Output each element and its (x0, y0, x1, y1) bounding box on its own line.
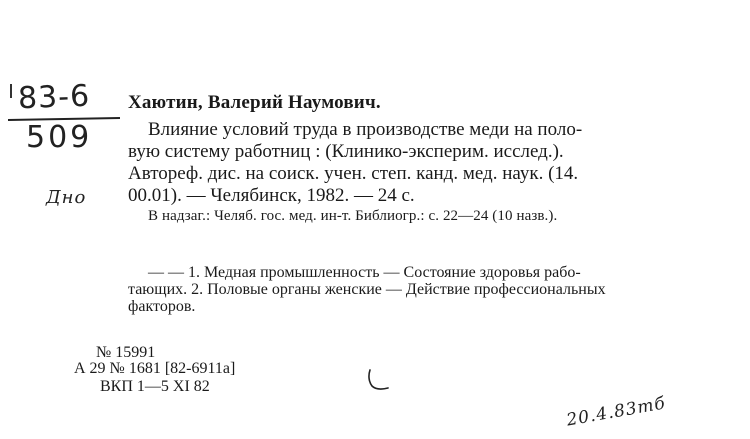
description-line: Автореф. дис. на соиск. учен. степ. канд. мед. наук. (14. (128, 163, 579, 184)
pencil-tick-mark (10, 84, 12, 98)
shelfmark-top: 83-6 (17, 78, 91, 117)
pen-check-mark (366, 368, 392, 392)
description-line: 00.01). — Челябинск, 1982. — 24 с. (128, 185, 415, 206)
bibliographic-description (128, 119, 708, 207)
card-number: № 15991 (96, 344, 156, 361)
author-heading: Хаютин, Валерий Наумович. (128, 92, 381, 113)
subject-line: факторов. (128, 298, 196, 315)
shelfmark-bottom: 509 (26, 120, 93, 155)
bibliographic-note: В надзаг.: Челяб. гос. мед. ин-т. Библиогр.: с. 22—24 (10 назв.). (148, 208, 558, 224)
registry-code: А 29 № 1681 [82-6911а] (74, 360, 236, 377)
handwritten-date: 20.4.83тб (565, 393, 668, 431)
subject-line: тающих. 2. Половые органы женские — Действие профессиональных (128, 281, 606, 298)
description-line: вую систему работниц : (Клинико-эксперим. исслед.). (128, 141, 564, 162)
chamber-code: ВКП 1—5 XI 82 (100, 378, 210, 395)
subject-headings (128, 264, 713, 315)
subject-line: — — 1. Медная промышленность — Состояние здоровья рабо- (148, 264, 581, 281)
handwritten-annotation: Дно (46, 187, 87, 208)
description-line: Влияние условий труда в производстве меди на поло- (148, 119, 583, 140)
